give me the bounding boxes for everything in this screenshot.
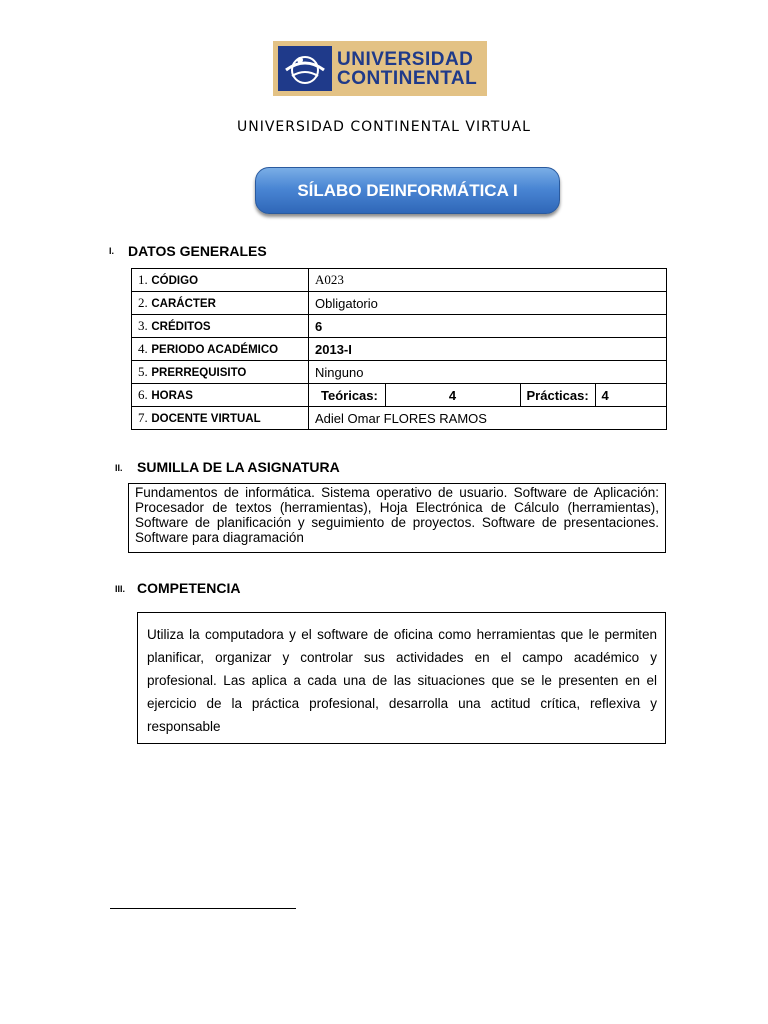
row-key: CARÁCTER: [151, 298, 216, 310]
row-key: HORAS: [151, 390, 193, 402]
sumilla-box: [128, 483, 666, 553]
row-value: A023: [309, 269, 667, 292]
row-number: 4.: [138, 341, 148, 356]
row-number: 6.: [138, 387, 148, 402]
row-key: CÓDIGO: [151, 275, 199, 287]
row-number: 7.: [138, 410, 148, 425]
section-number: II.: [115, 463, 123, 473]
row-value: 2013-I: [309, 338, 667, 361]
row-number: 1.: [138, 272, 148, 287]
logo-emblem-icon: [278, 46, 332, 91]
theory-hours-value: 4: [385, 384, 520, 406]
row-value: Ninguno: [309, 361, 667, 384]
table-row: [132, 384, 667, 407]
row-label: [132, 384, 309, 407]
row-label: [132, 407, 309, 430]
hours-table: [315, 384, 660, 406]
footnote-divider: [110, 908, 296, 909]
section-title: DATOS GENERALES: [128, 243, 267, 259]
row-label: [132, 315, 309, 338]
row-value: Adiel Omar FLORES RAMOS: [309, 407, 667, 430]
table-row: [132, 269, 667, 292]
table-row: [132, 338, 667, 361]
logo-line-1: UNIVERSIDAD: [337, 49, 474, 70]
row-key: PRERREQUISITO: [151, 367, 247, 379]
section-title: SUMILLA DE LA ASIGNATURA: [137, 459, 340, 475]
theory-hours-label: Teóricas:: [321, 387, 378, 403]
row-key: DOCENTE VIRTUAL: [151, 413, 261, 425]
syllabus-title: SÍLABO DEINFORMÁTICA I: [297, 180, 518, 200]
section-number: I.: [109, 246, 115, 256]
row-key: PERIODO ACADÉMICO: [151, 344, 279, 356]
general-data-table: [131, 268, 667, 430]
university-logo: [273, 41, 487, 96]
row-label: [132, 269, 309, 292]
row-label: [132, 292, 309, 315]
practice-hours-label: Prácticas:: [520, 384, 595, 406]
logo-wordmark: [337, 50, 477, 88]
university-title: UNIVERSIDAD CONTINENTAL VIRTUAL: [237, 119, 531, 135]
row-value: 6: [309, 315, 667, 338]
row-label: [132, 338, 309, 361]
section-title: COMPETENCIA: [137, 580, 241, 596]
row-number: 3.: [138, 318, 148, 333]
row-number: 2.: [138, 295, 148, 310]
table-row: [132, 292, 667, 315]
logo-line-2: CONTINENTAL: [337, 68, 478, 89]
competencia-text: Utiliza la computadora y el software de oficina como herramientas que le permiten planificar, organizar y controlar sus actividades en el campo académico y profesional. Las aplica a cada una de las situaciones que se le presenten en el ejercicio de la práctica profesional, desarrolla una actitud crítica, reflexiva y responsable: [147, 627, 657, 734]
syllabus-title-banner: [255, 167, 560, 214]
row-number: 5.: [138, 364, 148, 379]
table-row: [132, 407, 667, 430]
table-row: [132, 361, 667, 384]
row-value: Obligatorio: [309, 292, 667, 315]
row-key: CRÉDITOS: [151, 321, 211, 333]
table-row: [132, 315, 667, 338]
competencia-box: [137, 612, 666, 744]
section-number: III.: [115, 584, 126, 594]
sumilla-text: Fundamentos de informática. Sistema operativo de usuario. Software de Aplicación: Procesador de textos (herramientas), Hoja Electrónica de Cálculo (herramientas), Software de planificación y seguimiento de proyectos. Software de presentaciones. Software para diagramación: [135, 485, 659, 545]
practice-hours-value: 4: [595, 384, 660, 406]
row-label: [132, 361, 309, 384]
hours-cell: [309, 384, 667, 407]
